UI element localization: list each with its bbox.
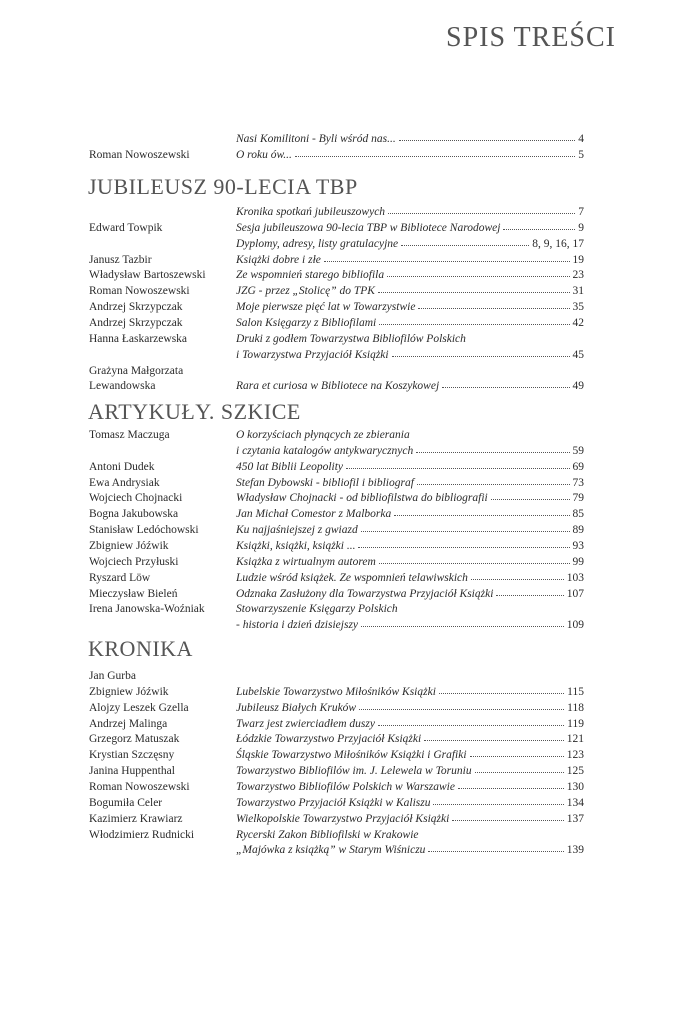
- entry-title: Jan Michał Comestor z Malborka: [236, 508, 392, 521]
- entry-title: Dyplomy, adresy, listy gratulacyjne: [236, 237, 399, 250]
- dot-leader: [452, 811, 563, 821]
- entry-title-line: [236, 617, 584, 633]
- entry-author: Kazimierz Krawiarz: [89, 812, 183, 825]
- toc-entry: [0, 459, 688, 475]
- dot-leader: [346, 459, 569, 469]
- dot-leader: [496, 586, 563, 596]
- entry-title: Wielkopolskie Towarzystwo Przyjaciół Książki: [236, 812, 450, 825]
- entry-title: O korzyściach płynących ze zbierania: [236, 429, 410, 441]
- toc-entry: [0, 731, 688, 747]
- entry-title-line: [236, 443, 584, 459]
- entry-page-number: 123: [566, 749, 584, 762]
- dot-leader: [394, 506, 569, 516]
- toc-entry: [0, 147, 688, 163]
- entry-author: Alojzy Leszek Gzella: [89, 701, 189, 714]
- entry-author: Wojciech Przyłuski: [89, 555, 179, 568]
- entry-title-line: [236, 147, 584, 163]
- toc-entry: [0, 795, 688, 811]
- section-heading: JUBILEUSZ 90-LECIA TBP: [88, 174, 358, 199]
- entry-title-line: [236, 331, 584, 347]
- entry-title-line: [236, 131, 584, 147]
- entry-title: i czytania katalogów antykwarycznych: [236, 444, 414, 457]
- dot-leader: [359, 700, 564, 710]
- entry-author: Irena Janowska-Woźniak: [89, 603, 205, 616]
- entry-title: - historia i dzień dzisiejszy: [236, 619, 359, 632]
- entry-title: Druki z godłem Towarzystwa Bibliofilów Polskich: [236, 332, 466, 345]
- toc-entry: [0, 443, 688, 459]
- toc-entry: [0, 538, 688, 554]
- entry-title-line: [236, 427, 584, 443]
- entry-title: Rycerski Zakon Bibliofilski w Krakowie: [236, 828, 419, 841]
- toc-entry: [0, 811, 688, 827]
- entry-title: Moje pierwsze pięć lat w Towarzystwie: [236, 301, 416, 314]
- entry-title: Stefan Dybowski - bibliofil i bibliograf: [236, 476, 414, 489]
- entry-title-line: [236, 731, 584, 747]
- toc-entry: [0, 684, 688, 700]
- entry-page-number: 49: [572, 380, 584, 393]
- dot-leader: [358, 538, 569, 548]
- entry-author: Hanna Łaskarzewska: [89, 332, 188, 345]
- entry-author: Zbigniew Jóźwik: [89, 539, 169, 552]
- entry-author: Jan Gurba: [89, 670, 136, 682]
- entry-author: Andrzej Skrzypczak: [89, 301, 183, 314]
- dot-leader: [399, 131, 576, 141]
- dot-leader: [392, 347, 570, 357]
- toc-entry: [0, 252, 688, 268]
- dot-leader: [424, 731, 564, 741]
- entry-author: Janusz Tazbir: [89, 253, 152, 266]
- entry-title: 450 lat Biblii Leopolity: [236, 460, 344, 473]
- entry-author: Andrzej Skrzypczak: [89, 316, 183, 329]
- entry-page-number: 85: [572, 508, 584, 521]
- entry-title-line: [236, 570, 584, 586]
- entry-title: Książka z wirtualnym autorem: [236, 555, 376, 568]
- toc-entry: [0, 617, 688, 633]
- entry-title-line: [236, 684, 584, 700]
- dot-leader: [295, 147, 575, 157]
- toc-entry: [0, 131, 688, 147]
- entry-title: i Towarzystwa Przyjaciół Książki: [236, 348, 389, 361]
- toc-entry: [0, 522, 688, 538]
- entry-author: Janina Huppenthal: [89, 765, 175, 778]
- entry-title-line: [236, 236, 584, 252]
- entry-page-number: 119: [567, 717, 584, 730]
- entry-title-line: [236, 700, 584, 716]
- dot-leader: [378, 716, 564, 726]
- entry-page-number: 107: [566, 587, 584, 600]
- entry-title-line: [236, 747, 584, 763]
- entry-author: Grzegorz Matuszak: [89, 733, 180, 746]
- entry-title: Stowarzyszenie Księgarzy Polskich: [236, 603, 398, 616]
- entry-page-number: 9: [578, 221, 584, 234]
- entry-title: Ludzie wśród książek. Ze wspomnień telawiwskich: [236, 571, 468, 584]
- toc-entry: [0, 586, 688, 602]
- entry-title-line: [236, 554, 584, 570]
- entry-title: Twarz jest zwierciadłem duszy: [236, 717, 375, 730]
- entry-title-line: [236, 811, 584, 827]
- entry-page-number: 59: [572, 444, 584, 457]
- toc-entry: [0, 220, 688, 236]
- entry-title: O roku ów...: [236, 148, 292, 161]
- entry-title-line: [236, 267, 584, 283]
- entry-page-number: 89: [572, 524, 584, 537]
- toc-entry: [0, 490, 688, 506]
- entry-page-number: 79: [572, 492, 584, 505]
- entry-page-number: 139: [566, 844, 584, 857]
- entry-author: Wojciech Chojnacki: [89, 492, 183, 505]
- entry-title: Jubileusz Białych Kruków: [236, 701, 357, 714]
- entry-title: Salon Księgarzy z Bibliofilami: [236, 316, 377, 329]
- entry-title: „Majówka z książką” w Starym Wiśniczu: [236, 844, 426, 857]
- toc-entry: [0, 506, 688, 522]
- entry-author: Andrzej Malinga: [89, 717, 168, 730]
- dot-leader: [491, 490, 570, 500]
- entry-title-line: [236, 490, 584, 506]
- entry-author: Ryszard Löw: [89, 571, 151, 584]
- entry-title: Rara et curiosa w Bibliotece na Koszykowej: [236, 380, 440, 393]
- entry-page-number: 31: [572, 285, 584, 298]
- dot-leader: [470, 747, 564, 757]
- entry-title-line: [236, 220, 584, 236]
- entry-author: Włodzimierz Rudnicki: [89, 828, 195, 841]
- toc-entry: [0, 668, 688, 684]
- toc-entry: [0, 299, 688, 315]
- entry-page-number: 5: [578, 148, 584, 161]
- entry-title: Odznaka Zasłużony dla Towarzystwa Przyjaciół Książki: [236, 587, 494, 600]
- dot-leader: [361, 522, 570, 532]
- entry-title-line: [236, 475, 584, 491]
- entry-page-number: 23: [572, 269, 584, 282]
- entry-author: Tomasz Maczuga: [89, 429, 170, 441]
- toc-entry: [0, 204, 688, 220]
- entry-page-number: 19: [572, 253, 584, 266]
- toc-entry: [0, 315, 688, 331]
- entry-page-number: 8, 9, 16, 17: [532, 237, 584, 250]
- entry-page-number: 35: [572, 301, 584, 314]
- entry-author: Roman Nowoszewski: [89, 148, 190, 161]
- entry-title-line: [236, 347, 584, 363]
- entry-title: JZG - przez „Stolicę” do TPK: [236, 285, 375, 298]
- entry-title: Kronika spotkań jubileuszowych: [236, 206, 386, 218]
- dot-leader: [417, 475, 570, 485]
- entry-page-number: 115: [567, 685, 584, 698]
- entry-author: Ewa Andrysiak: [89, 476, 160, 489]
- dot-leader: [428, 842, 563, 852]
- entry-author: Bogna Jakubowska: [89, 508, 179, 521]
- entry-title-line: [236, 315, 584, 331]
- entry-title: Towarzystwo Bibliofilów im. J. Lelewela w Toruniu: [236, 765, 472, 778]
- toc-entry: [0, 236, 688, 252]
- dot-leader: [475, 763, 564, 773]
- entry-title: Lubelskie Towarzystwo Miłośników Książki: [236, 685, 436, 698]
- section-heading: ARTYKUŁY. SZKICE: [88, 399, 301, 424]
- entry-title: Ku najjaśniejszej z gwiazd: [236, 524, 358, 537]
- toc-entry: [0, 827, 688, 843]
- toc-entry: [0, 267, 688, 283]
- entry-author: Edward Towpik: [89, 221, 163, 234]
- entry-title-line: [236, 601, 584, 617]
- entry-title-line: [236, 795, 584, 811]
- entry-title: Książki dobre i złe: [236, 253, 321, 266]
- dot-leader: [458, 779, 564, 789]
- toc-entry: [0, 475, 688, 491]
- dot-leader: [388, 204, 575, 214]
- toc-entry: [0, 554, 688, 570]
- entry-author: Grażyna Małgorzata: [89, 364, 184, 377]
- entry-author: Roman Nowoszewski: [89, 285, 190, 298]
- entry-title-line: [236, 283, 584, 299]
- entry-title: Nasi Komilitoni - Byli wśród nas...: [236, 133, 396, 145]
- dot-leader: [439, 684, 564, 694]
- entry-title-line: [236, 522, 584, 538]
- entry-page-number: 7: [578, 206, 584, 218]
- toc-entry: [0, 601, 688, 617]
- entry-page-number: 99: [572, 555, 584, 568]
- entry-author: Mieczysław Bieleń: [89, 587, 178, 600]
- entry-title-line: [236, 204, 584, 220]
- entry-title: Towarzystwo Bibliofilów Polskich w Warszawie: [236, 780, 455, 793]
- toc-entry: [0, 331, 688, 347]
- entry-author: Zbigniew Jóźwik: [89, 685, 169, 698]
- entry-page-number: 109: [566, 619, 584, 632]
- entry-author: Stanisław Ledóchowski: [89, 524, 199, 537]
- entry-page-number: 121: [566, 733, 584, 746]
- dot-leader: [471, 570, 564, 580]
- entry-page-number: 103: [566, 571, 584, 584]
- toc-entry: [0, 363, 688, 379]
- section-heading: KRONIKA: [88, 636, 193, 661]
- entry-author: Bogumiła Celer: [89, 796, 163, 809]
- entry-title-line: [236, 252, 584, 268]
- entry-title: Ze wspomnień starego bibliofila: [236, 269, 385, 282]
- entry-title-line: [236, 842, 584, 858]
- toc-entry: [0, 427, 688, 443]
- dot-leader: [379, 554, 570, 564]
- entry-page-number: 4: [578, 133, 584, 145]
- entry-author: Antoni Dudek: [89, 460, 155, 473]
- entry-title-line: [236, 586, 584, 602]
- entry-page-number: 73: [572, 476, 584, 489]
- entry-page-number: 118: [567, 701, 584, 714]
- dot-leader: [503, 220, 575, 230]
- entry-title-line: [236, 459, 584, 475]
- toc-entry: [0, 378, 688, 394]
- entry-author: Władysław Bartoszewski: [89, 269, 206, 282]
- entry-page-number: 42: [572, 316, 584, 329]
- entry-title: Książki, książki, książki ...: [236, 539, 356, 552]
- dot-leader: [401, 236, 529, 246]
- dot-leader: [418, 299, 569, 309]
- entry-title-line: [236, 779, 584, 795]
- entry-author: Roman Nowoszewski: [89, 780, 190, 793]
- entry-title-line: [236, 378, 584, 394]
- entry-page-number: 125: [566, 765, 584, 778]
- entry-author: Lewandowska: [89, 380, 156, 393]
- entry-title: Władysław Chojnacki - od bibliofilstwa do bibliografii: [236, 492, 488, 505]
- dot-leader: [324, 252, 570, 262]
- entry-title-line: [236, 716, 584, 732]
- entry-title-line: [236, 763, 584, 779]
- entry-title-line: [236, 538, 584, 554]
- dot-leader: [416, 443, 569, 453]
- entry-author: Krystian Szczęsny: [89, 749, 175, 762]
- entry-title: Sesja jubileuszowa 90-lecia TBP w Bibliotece Narodowej: [236, 221, 501, 234]
- entry-title: Łódzkie Towarzystwo Przyjaciół Książki: [236, 733, 422, 746]
- toc-entry: [0, 716, 688, 732]
- toc-entry: [0, 700, 688, 716]
- entry-title-line: [236, 299, 584, 315]
- dot-leader: [442, 378, 569, 388]
- dot-leader: [387, 267, 569, 277]
- entry-title-line: [236, 827, 584, 843]
- toc-entry: [0, 570, 688, 586]
- dot-leader: [379, 315, 569, 325]
- entry-page-number: 130: [566, 780, 584, 793]
- entry-page-number: 137: [566, 812, 584, 825]
- toc-entry: [0, 842, 688, 858]
- toc-entry: [0, 347, 688, 363]
- entry-title: Towarzystwo Przyjaciół Książki w Kaliszu: [236, 796, 431, 809]
- entry-page-number: 93: [572, 539, 584, 552]
- page-title: SPIS TREŚCI: [446, 22, 616, 53]
- toc-entry: [0, 779, 688, 795]
- entry-page-number: 134: [566, 796, 584, 809]
- entry-page-number: 45: [572, 348, 584, 361]
- dot-leader: [433, 795, 563, 805]
- dot-leader: [361, 617, 564, 627]
- toc-entry: [0, 747, 688, 763]
- toc-entry: [0, 763, 688, 779]
- entry-title-line: [236, 506, 584, 522]
- entry-page-number: 69: [572, 460, 584, 473]
- toc-entry: [0, 283, 688, 299]
- dot-leader: [378, 283, 570, 293]
- entry-title: Śląskie Towarzystwo Miłośników Książki i Grafiki: [236, 749, 467, 762]
